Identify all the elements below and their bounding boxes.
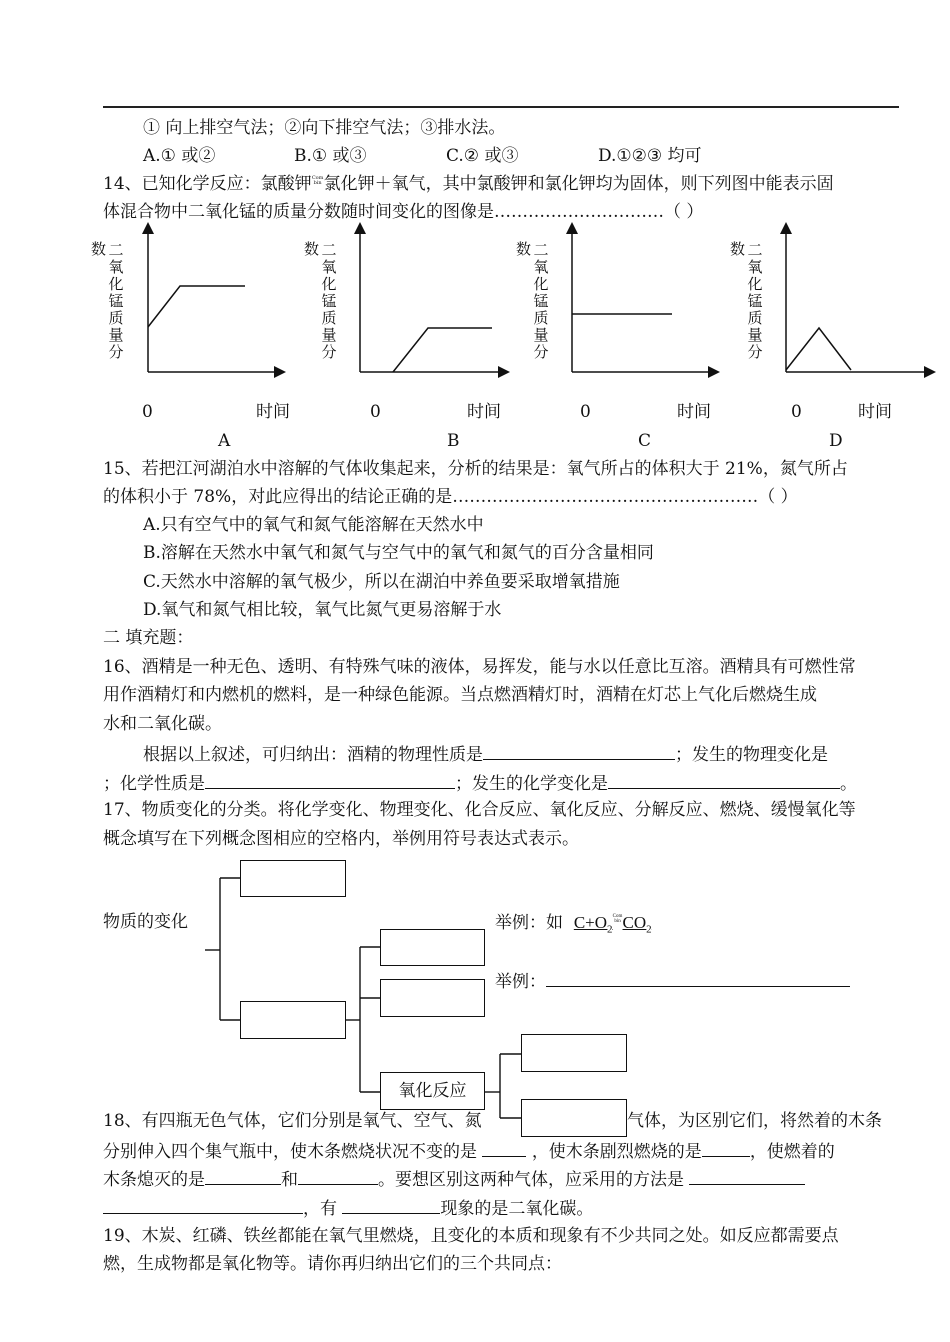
concept-box-physical[interactable] xyxy=(240,860,346,897)
graph-d-xlabel: 时间 xyxy=(858,402,892,422)
graph-c-ylabel-top: 数 xyxy=(516,240,532,258)
q18-blank-method[interactable] xyxy=(689,1170,805,1185)
q14-line2: 体混合物中二氧化锰的质量分数随时间变化的图像是…………………………（ ） xyxy=(103,202,704,222)
graph-c-xlabel: 时间 xyxy=(677,402,711,422)
q17-line2: 概念填写在下列概念图相应的空格内，举例用符号表达式表示。 xyxy=(103,829,579,849)
concept-box-combustion[interactable] xyxy=(521,1034,627,1072)
graph-b-ylabel: 二氧化锰质量分 xyxy=(321,241,337,361)
q13-choice-b: B.① 或③ xyxy=(294,146,367,166)
q18-line1-a: 18、有四瓶无色气体，它们分别是氧气、空气、氮 xyxy=(103,1111,482,1131)
graph-b-xlabel: 时间 xyxy=(467,402,501,422)
q16-line3: 水和二氧化碳。 xyxy=(103,714,222,734)
graph-d-origin: 0 xyxy=(791,402,802,422)
q15-option-a: A.只有空气中的氧气和氮气能溶解在天然水中 xyxy=(143,515,484,535)
graph-d-ylabel: 二氧化锰质量分 xyxy=(747,241,763,361)
section2-title: 二 填充题： xyxy=(103,628,194,648)
graph-a-origin: 0 xyxy=(142,402,153,422)
concept-box-combination[interactable] xyxy=(380,929,485,966)
q18-line4: ，有 现象的是二氧化碳。 xyxy=(103,1199,593,1218)
q15-option-c: C.天然水中溶解的氧气极少，所以在湖泊中养鱼要采取增氧措施 xyxy=(143,572,620,592)
q18-blank-phenomenon[interactable] xyxy=(342,1199,440,1214)
graph-b-origin: 0 xyxy=(370,402,381,422)
q15-option-d: D.氧气和氮气相比较，氧气比氮气更易溶解于水 xyxy=(143,600,502,620)
q19-line2: 燃，生成物都是氧化物等。请你再归纳出它们的三个共同点： xyxy=(103,1254,562,1274)
q16-fill-line2: ；化学性质是 ；发生的化学变化是 。 xyxy=(103,774,857,794)
q14-line1: 14、已知化学反应：氯酸钾 Com bin 氯化钾＋氧气，其中氯酸钾和氯化钾均为固体，则下列图中能表示固 xyxy=(103,174,834,194)
concept-box-chemical[interactable] xyxy=(240,1001,346,1039)
graph-a-ylabel-top: 数 xyxy=(91,240,107,258)
concept-root-label: 物质的变化 xyxy=(103,912,188,932)
q18-blank-gas2[interactable] xyxy=(298,1170,378,1185)
graph-c-origin: 0 xyxy=(580,402,591,422)
graph-c-ylabel: 二氧化锰质量分 xyxy=(533,241,549,361)
q16-line1: 16、酒精是一种无色、透明、有特殊气味的液体，易挥发，能与水以任意比互溶。酒精具有可燃性常 xyxy=(103,657,856,677)
q19-line1: 19、木炭、红磷、铁丝都能在氧气里燃烧，且变化的本质和现象有不少共同之处。如反应都需要点 xyxy=(103,1226,839,1246)
q15-line1: 15、若把江河湖泊水中溶解的气体收集起来，分析的结果是：氧气所占的体积大于 21%，氮气所占 xyxy=(103,459,848,479)
q15-line2: 的体积小于 78%，对此应得出的结论正确的是………………………………………………（ ） xyxy=(103,487,798,507)
concept-example2-blank[interactable] xyxy=(546,972,850,987)
q17-line1: 17、物质变化的分类。将化学变化、物理变化、化合反应、氧化反应、分解反应、燃烧、缓慢氧化等 xyxy=(103,800,856,820)
q18-line1-b: 气体，为区别它们，将然着的木条 xyxy=(627,1111,882,1131)
concept-box-slow-oxidation[interactable] xyxy=(521,1099,627,1137)
q15-option-b: B.溶解在天然水中氧气和氮气与空气中的氧气和氮气的百分含量相同 xyxy=(143,543,654,563)
concept-box-oxidation: 氧化反应 xyxy=(380,1072,485,1110)
concept-box-decomposition[interactable] xyxy=(380,979,485,1017)
q18-line2: 分别伸入四个集气瓶中，使木条燃烧状况不变的是 ，使木条剧烈燃烧的是 ，使燃着的 xyxy=(103,1142,835,1162)
q18-blank-gas1[interactable] xyxy=(205,1170,281,1185)
graph-d-ylabel-top: 数 xyxy=(730,240,746,258)
q13-choice-a: A.① 或② xyxy=(143,146,216,166)
graph-d-caption: D xyxy=(829,431,843,451)
concept-example2: 举例： xyxy=(495,972,850,991)
q18-line3: 木条熄灭的是 和 。要想区别这两种气体，应采用的方法是 xyxy=(103,1170,805,1189)
q16-line2: 用作酒精灯和内燃机的燃料，是一种绿色能源。当点燃酒精灯时，酒精在灯芯上气化后燃烧生成 xyxy=(103,685,817,705)
q18-blank-method-cont[interactable] xyxy=(103,1199,303,1214)
graph-a-xlabel: 时间 xyxy=(256,402,290,422)
q13-options-line: ① 向上排空气法；②向下排空气法；③排水法。 xyxy=(143,118,506,138)
graph-b-ylabel-top: 数 xyxy=(304,240,320,258)
q13-choice-d: D.①②③ 均可 xyxy=(598,146,702,166)
q16-fill-line1: 根据以上叙述，可归纳出：酒精的物理性质是 ；发生的物理变化是 xyxy=(143,745,828,765)
q18-blank-oxygen[interactable] xyxy=(702,1142,750,1157)
graph-a-caption: A xyxy=(218,431,231,451)
concept-example1: 举例：如 $C+O_2$ Com bin $CO_2$ xyxy=(495,913,652,936)
graph-a-ylabel: 二氧化锰质量分 xyxy=(108,241,124,361)
q18-blank-air[interactable] xyxy=(482,1142,526,1157)
graph-c-caption: C xyxy=(638,431,652,451)
q13-choice-c: C.② 或③ xyxy=(446,146,519,166)
graph-b-caption: B xyxy=(447,431,460,451)
